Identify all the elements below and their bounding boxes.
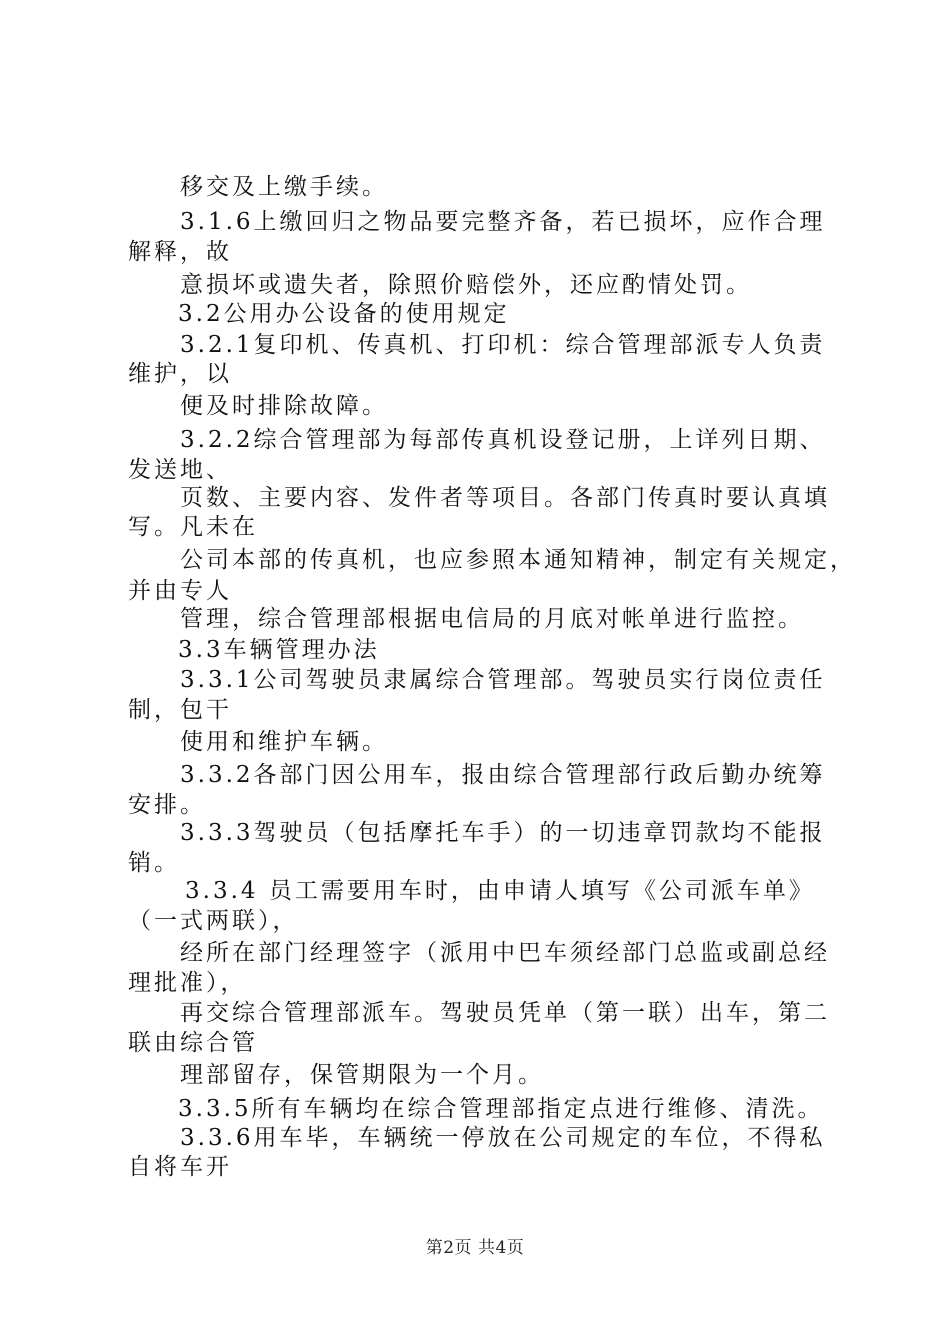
text-line: 理批准）， [128, 970, 247, 996]
text-line: 自将车开 [128, 1154, 232, 1180]
text-line: 销。 [128, 850, 180, 876]
text-line: 再交综合管理部派车。驾驶员凭单（第一联）出车，第二 [180, 1000, 830, 1026]
text-line: 3.3.4 员工需要用车时，由申请人填写《公司派车单》 [185, 878, 815, 904]
text-line: 管理，综合管理部根据电信局的月底对帐单进行监控。 [180, 606, 804, 632]
text-line: 意损坏或遗失者，除照价赔偿外，还应酌情处罚。 [180, 272, 752, 298]
text-line: 3.1.6上缴回归之物品要完整齐备，若已损坏，应作合理 [180, 209, 826, 235]
text-line: （一式两联）， [128, 908, 299, 934]
text-line: 经所在部门经理签字（派用中巴车须经部门总监或副总经 [180, 940, 830, 966]
text-line: 理部留存，保管期限为一个月。 [180, 1062, 544, 1088]
text-line: 并由专人 [128, 578, 232, 604]
text-line: 制，包干 [128, 697, 232, 723]
section-heading: 3.3车辆管理办法 [178, 637, 380, 663]
text-line: 3.3.1公司驾驶员隶属综合管理部。驾驶员实行岗位责任 [180, 667, 826, 693]
text-line: 页数、主要内容、发件者等项目。各部门传真时要认真填 [180, 485, 830, 511]
text-line: 便及时排除故障。 [180, 393, 388, 419]
text-line: 3.3.3驾驶员（包括摩托车手）的一切违章罚款均不能报 [180, 820, 826, 846]
section-heading: 3.2公用办公设备的使用规定 [178, 301, 510, 327]
text-line: 使用和维护车辆。 [180, 729, 388, 755]
text-line: 3.2.1复印机、传真机、打印机：综合管理部派专人负责 [180, 332, 826, 358]
text-line: 安排。 [128, 792, 206, 818]
text-line: 发送地、 [128, 457, 232, 483]
text-line: 写。凡未在 [128, 514, 258, 540]
text-line: 解释，故 [128, 239, 232, 265]
text-line: 3.2.2综合管理部为每部传真机设登记册，上详列日期、 [180, 427, 826, 453]
text-line: 联由综合管 [128, 1030, 258, 1056]
text-line: 3.3.2各部门因公用车，报由综合管理部行政后勤办统筹 [180, 762, 826, 788]
text-line: 3.3.6用车毕，车辆统一停放在公司规定的车位，不得私 [180, 1125, 826, 1151]
text-line: 公司本部的传真机，也应参照本通知精神，制定有关规定， [180, 547, 856, 573]
text-line: 3.3.5所有车辆均在综合管理部指定点进行维修、清洗。 [178, 1096, 824, 1122]
text-line: 维护，以 [128, 361, 232, 387]
page-number-footer: 第2页 共4页 [425, 1238, 525, 1258]
text-line: 移交及上缴手续。 [180, 174, 388, 200]
